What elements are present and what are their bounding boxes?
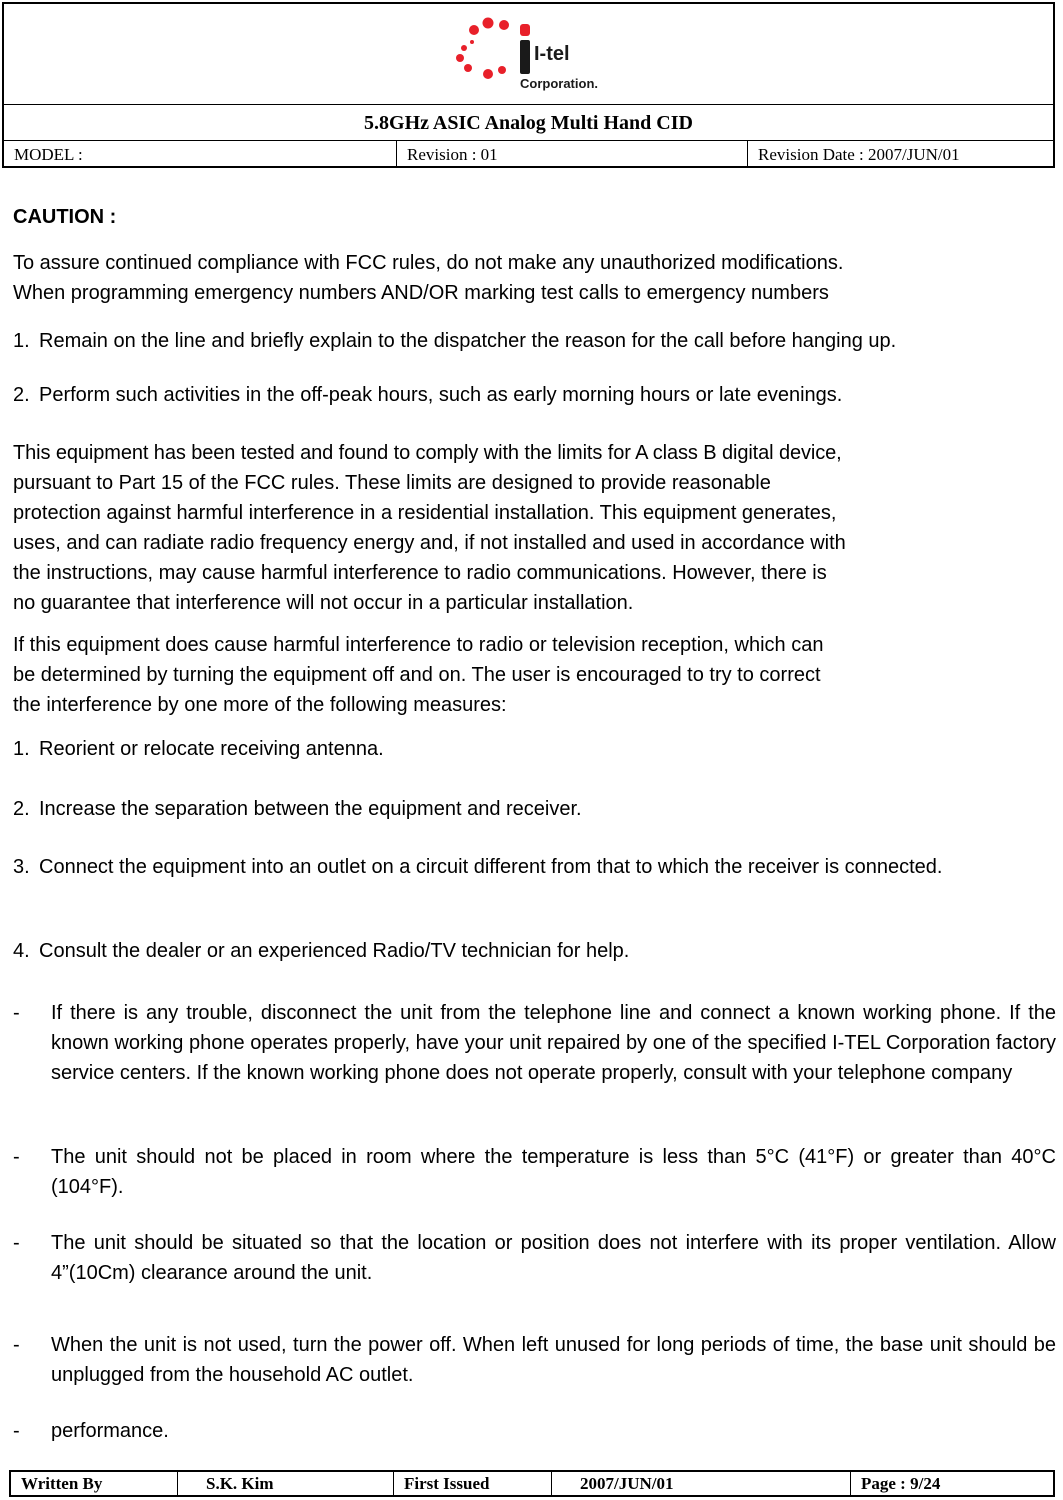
list-text: Perform such activities in the off-peak hours, such as early morning hours or late evenings. [39, 384, 843, 406]
logo-dot [461, 45, 467, 51]
logo-row [4, 4, 1053, 105]
logo-dot [464, 64, 472, 72]
list-text: Increase the separation between the equipment and receiver. [39, 798, 582, 820]
document-title: 5.8GHz ASIC Analog Multi Hand CID [4, 105, 1053, 141]
document-footer [9, 1470, 1055, 1497]
note-item [13, 1142, 1056, 1202]
note-bullet: - [13, 1232, 20, 1254]
first-issued-label: First Issued [394, 1472, 552, 1495]
note-text: The unit should be situated so that the location or position does not interfere with its proper ventilation. Allow 4”(10Cm) clearance around the unit. [51, 1232, 1056, 1284]
list-number: 4. [13, 940, 30, 962]
intro-line-2: When programming emergency numbers AND/OR marking test calls to emergency numbers [13, 282, 829, 304]
note-item [13, 1228, 1056, 1288]
paragraph-line: This equipment has been tested and found to comply with the limits for A class B digital device, [13, 442, 842, 464]
emergency-list-item [13, 328, 1056, 354]
model-label: MODEL : [4, 141, 397, 168]
logo-dot [483, 69, 493, 79]
list-text: Reorient or relocate receiving antenna. [39, 738, 384, 760]
caution-heading: CAUTION : [13, 206, 117, 228]
paragraph-line: be determined by turning the equipment off and on. The user is encouraged to try to correct [13, 664, 821, 686]
list-text: Consult the dealer or an experienced Radio/TV technician for help. [39, 940, 630, 962]
paragraph-line: uses, and can radiate radio frequency energy and, if not installed and used in accordance with [13, 532, 846, 554]
itel-corporation-logo [456, 14, 646, 94]
paragraph-line: If this equipment does cause harmful interference to radio or television reception, which can [13, 634, 824, 656]
paragraph-line: the interference by one more of the following measures: [13, 694, 507, 716]
logo-i-stem [520, 40, 530, 74]
measure-item [13, 852, 1056, 882]
list-number: 1. [13, 330, 30, 352]
revision-info-row [4, 141, 1053, 168]
paragraph-line: the instructions, may cause harmful interference to radio communications. However, there is [13, 562, 827, 584]
note-bullet: - [13, 1420, 20, 1442]
list-number: 2. [13, 384, 30, 406]
logo-dot [470, 40, 474, 44]
note-item [13, 1330, 1056, 1390]
note-item [13, 1418, 1056, 1444]
note-text: The unit should not be placed in room where the temperature is less than 5°C (41°F) or greater than 40°C (104°F). [51, 1146, 1056, 1198]
logo-i-dot [520, 24, 530, 36]
note-bullet: - [13, 1002, 20, 1024]
list-number: 1. [13, 738, 30, 760]
paragraph-line: no guarantee that interference will not occur in a particular installation. [13, 592, 634, 614]
written-by-value: S.K. Kim [178, 1472, 394, 1495]
logo-dot [456, 54, 464, 62]
document-header [2, 2, 1055, 168]
note-text: performance. [51, 1420, 169, 1442]
logo-dot [483, 18, 494, 29]
logo-corporation-text: Corporation. [520, 76, 598, 91]
note-item [13, 998, 1056, 1088]
intro-line-1: To assure continued compliance with FCC rules, do not make any unauthorized modifications. [13, 252, 844, 274]
logo-dot [499, 20, 509, 30]
revision-date: Revision Date : 2007/JUN/01 [758, 145, 960, 164]
first-issued-value: 2007/JUN/01 [552, 1472, 851, 1495]
logo-dot [498, 66, 506, 74]
page-number: Page : 9/24 [861, 1474, 941, 1493]
measure-item [13, 938, 1056, 964]
revision-number: Revision : 01 [397, 141, 748, 168]
note-bullet: - [13, 1146, 20, 1168]
list-number: 3. [13, 856, 30, 878]
logo-dot [469, 25, 479, 35]
logo-wordmark: I-tel [534, 43, 570, 65]
note-text: If there is any trouble, disconnect the unit from the telephone line and connect a known working phone. If the known working phone operates properly, have your unit repaired by one of the specified I-TEL Corporation factory service centers. If the known working phone does not operate properly, consult with your telephone company [51, 1002, 1056, 1084]
list-text: Connect the equipment into an outlet on a circuit different from that to which the receiver is connected. [39, 856, 943, 878]
emergency-list-item [13, 382, 1056, 408]
list-number: 2. [13, 798, 30, 820]
paragraph-line: protection against harmful interference in a residential installation. This equipment generates, [13, 502, 837, 524]
note-text: When the unit is not used, turn the power off. When left unused for long periods of time, the base unit should be unplugged from the household AC outlet. [51, 1334, 1056, 1386]
measure-item [13, 796, 1056, 822]
note-bullet: - [13, 1334, 20, 1356]
fcc-compliance-paragraph [13, 440, 1056, 616]
measure-item [13, 736, 1056, 762]
paragraph-line: pursuant to Part 15 of the FCC rules. These limits are designed to provide reasonable [13, 472, 771, 494]
interference-paragraph [13, 632, 1056, 718]
list-text: Remain on the line and briefly explain to the dispatcher the reason for the call before hanging up. [39, 330, 897, 352]
written-by-label: Written By [11, 1472, 178, 1495]
